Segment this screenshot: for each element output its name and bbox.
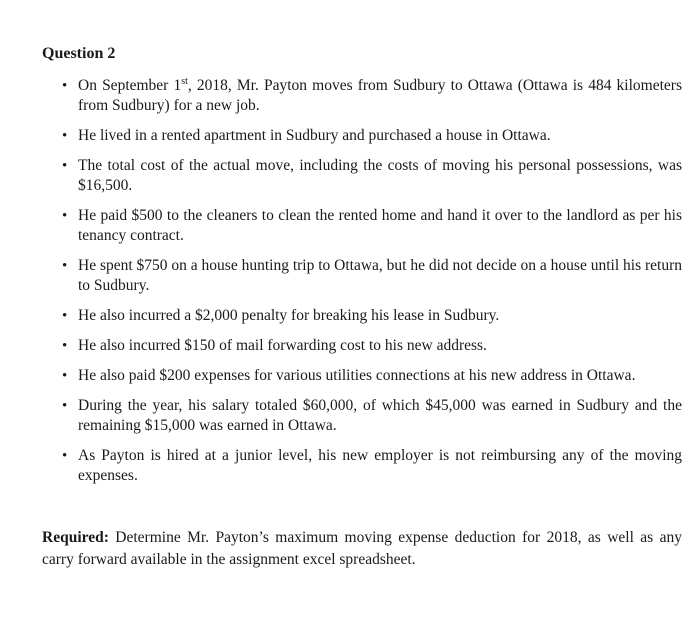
bullet-icon: • bbox=[62, 308, 68, 324]
list-item bbox=[62, 76, 682, 116]
bullet-icon: • bbox=[62, 78, 68, 94]
list-item-text: He also incurred $150 of mail forwarding cost to his new address. bbox=[78, 337, 487, 354]
question-title: Question 2 bbox=[42, 45, 116, 62]
list-item-text: , 2018, Mr. Payton moves from Sudbury to Ottawa (Ottawa is 484 kilometers from Sudbury) for a new job. bbox=[78, 77, 682, 114]
bullet-icon: • bbox=[62, 258, 68, 274]
list-item bbox=[62, 396, 682, 436]
list-item bbox=[62, 306, 682, 326]
list-item bbox=[62, 336, 682, 356]
required-label: Required: bbox=[42, 529, 109, 546]
list-item bbox=[62, 126, 682, 146]
list-item-text: He spent $750 on a house hunting trip to Ottawa, but he did not decide on a house until his return to Sudbury. bbox=[78, 257, 682, 294]
required-text: Determine Mr. Payton’s maximum moving expense deduction for 2018, as well as any carry forward available in the assignment excel spreadsheet. bbox=[42, 529, 682, 568]
list-item-text: As Payton is hired at a junior level, his new employer is not reimbursing any of the moving expenses. bbox=[78, 447, 682, 484]
bullet-icon: • bbox=[62, 128, 68, 144]
bullet-icon: • bbox=[62, 338, 68, 354]
ordinal-suffix: st bbox=[181, 75, 188, 87]
list-item-text: During the year, his salary totaled $60,000, of which $45,000 was earned in Sudbury and the remaining $15,000 was earned in Ottawa. bbox=[78, 397, 682, 434]
list-item bbox=[62, 256, 682, 296]
list-item bbox=[62, 206, 682, 246]
list-item bbox=[62, 446, 682, 486]
facts-list bbox=[62, 76, 682, 496]
bullet-icon: • bbox=[62, 368, 68, 384]
bullet-icon: • bbox=[62, 398, 68, 414]
list-item-text: He also paid $200 expenses for various utilities connections at his new address in Ottawa. bbox=[78, 367, 636, 384]
bullet-icon: • bbox=[62, 208, 68, 224]
bullet-icon: • bbox=[62, 158, 68, 174]
list-item bbox=[62, 366, 682, 386]
list-item-text: On September 1 bbox=[78, 77, 182, 94]
list-item-text: He paid $500 to the cleaners to clean the rented home and hand it over to the landlord as per his tenancy contract. bbox=[78, 207, 682, 244]
list-item-text: He also incurred a $2,000 penalty for breaking his lease in Sudbury. bbox=[78, 307, 500, 324]
bullet-icon: • bbox=[62, 448, 68, 464]
list-item-text: He lived in a rented apartment in Sudbury and purchased a house in Ottawa. bbox=[78, 127, 551, 144]
list-item-text: The total cost of the actual move, including the costs of moving his personal possessions, was $16,500. bbox=[78, 157, 682, 194]
required-paragraph bbox=[42, 527, 682, 571]
list-item bbox=[62, 156, 682, 196]
